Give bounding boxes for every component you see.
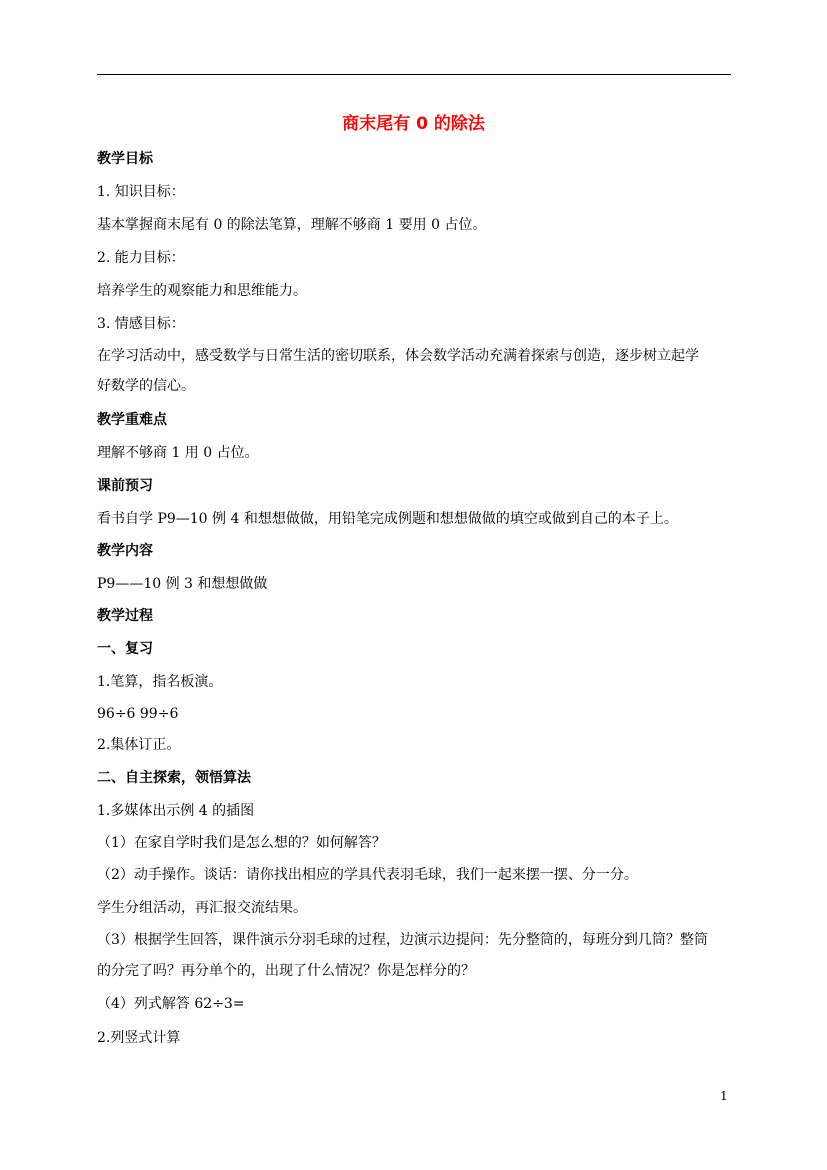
body-text-line: 96÷6 99÷6 [97,706,179,722]
body-text-line: P9——10 例 3 和想想做做 [97,576,268,592]
body-text-line: （4）列式解答 62÷3= [97,996,245,1012]
body-text-line: 在学习活动中，感受数学与日常生活的密切联系，体会数学活动充满着探索与创造，逐步树立起学 [97,348,699,364]
body-text-line: 2.列竖式计算 [97,1030,181,1046]
section-heading: 教学内容 [97,543,153,559]
body-text-line: 学生分组活动，再汇报交流结果。 [97,900,307,916]
body-text-line: （1）在家自学时我们是怎么想的？如何解答？ [97,835,386,851]
body-text-line: 理解不够商 1 用 0 占位。 [97,445,259,461]
header-rule [97,74,731,75]
body-text-line: 2. 能力目标： [97,250,185,266]
section-heading: 教学过程 [97,608,153,624]
body-text-line: 好数学的信心。 [97,378,195,394]
section-heading: 一、复习 [97,641,153,657]
body-text-line: 1. 知识目标： [97,184,185,200]
section-heading: 课前预习 [97,478,153,494]
body-text-line: 培养学生的观察能力和思维能力。 [97,283,307,299]
body-text-line: 1.笔算，指名板演。 [97,674,223,690]
page-title: 商末尾有 0 的除法 [342,114,485,134]
section-heading: 教学目标 [97,151,153,167]
body-text-line: （3）根据学生回答，课件演示分羽毛球的过程，边演示边提问：先分整筒的，每班分到几筒？整筒 [97,932,708,948]
body-text-line: 基本掌握商末尾有 0 的除法笔算，理解不够商 1 要用 0 占位。 [97,217,487,233]
body-text-line: 1.多媒体出示例 4 的插图 [97,803,255,819]
body-text-line: 2.集体订正。 [97,737,181,753]
body-text-line: 的分完了吗？再分单个的，出现了什么情况？你是怎样分的？ [97,963,475,979]
body-text-line: （2）动手操作。谈话：请你找出相应的学具代表羽毛球，我们一起来摆一摆、分一分。 [97,867,638,883]
body-text-line: 看书自学 P9—10 例 4 和想想做做，用铅笔完成例题和想想做做的填空或做到自己的本子上。 [97,511,678,527]
section-heading: 二、自主探索，领悟算法 [97,770,251,786]
section-heading: 教学重难点 [97,412,167,428]
body-text-line: 3. 情感目标： [97,316,185,332]
page-number: 1 [720,1089,728,1103]
